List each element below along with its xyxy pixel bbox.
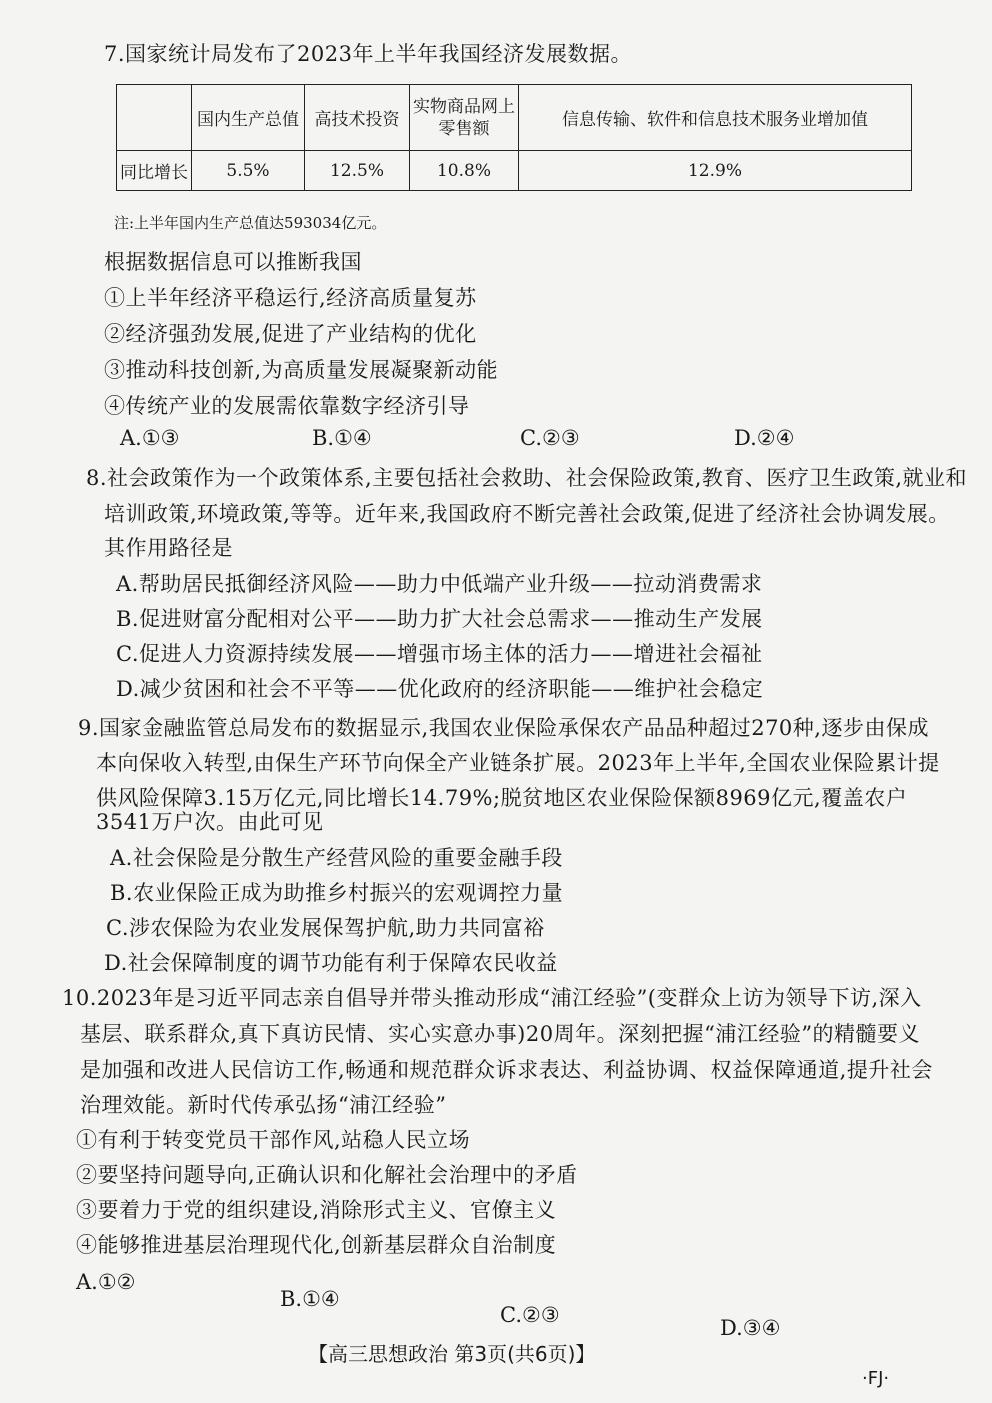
q8-option-d[interactable]: D.减少贫困和社会不平等——优化政府的经济职能——维护社会稳定	[116, 677, 764, 701]
q7-option-d[interactable]: D.②④	[734, 426, 795, 450]
q7-data-table	[116, 84, 912, 191]
table-header-online-retail: 实物商品网上零售额	[410, 85, 519, 151]
q9-option-a[interactable]: A.社会保险是分散生产经营风险的重要金融手段	[110, 846, 563, 870]
q10-option-a[interactable]: A.①②	[76, 1270, 136, 1294]
q9-stem-line-1: 9.国家金融监管总局发布的数据显示,我国农业保险承保农产品品种超过270种,逐步由保成	[78, 716, 929, 740]
q9-option-c[interactable]: C.涉农保险为农业发展保驾护航,助力共同富裕	[106, 916, 545, 940]
q8-option-a[interactable]: A.帮助居民抵御经济风险——助力中低端产业升级——拉动消费需求	[116, 572, 763, 596]
q10-stem-line-3: 是加强和改进人民信访工作,畅通和规范群众诉求表达、利益协调、权益保障通道,提升社会	[80, 1058, 933, 1082]
q10-stem-line-1: 10.2023年是习近平同志亲自倡导并带头推动形成“浦江经验”(变群众上访为领导下访,深入	[62, 986, 922, 1010]
q10-item-2: ②要坚持问题导向,正确认识和化解社会治理中的矛盾	[76, 1163, 578, 1187]
q9-stem-line-3: 供风险保障3.15万亿元,同比增长14.79%;脱贫地区农业保险保额8969亿元,覆盖农户	[96, 786, 908, 810]
q8-stem-line-1: 8.社会政策作为一个政策体系,主要包括社会救助、社会保险政策,教育、医疗卫生政策,就业和	[86, 466, 968, 490]
corner-mark: ·FJ·	[862, 1368, 890, 1389]
q7-item-4: ④传统产业的发展需依靠数字经济引导	[104, 394, 470, 418]
q10-option-c[interactable]: C.②③	[500, 1303, 560, 1327]
q10-stem-line-4: 治理效能。新时代传承弘扬“浦江经验”	[80, 1093, 447, 1117]
table-corner-cell	[117, 85, 192, 151]
table-header-hightech: 高技术投资	[305, 85, 410, 151]
q10-option-b[interactable]: B.①④	[280, 1287, 340, 1311]
q10-item-1: ①有利于转变党员干部作风,站稳人民立场	[76, 1128, 471, 1152]
table-header-gdp: 国内生产总值	[192, 85, 305, 151]
q8-option-b[interactable]: B.促进财富分配相对公平——助力扩大社会总需求——推动生产发展	[116, 607, 763, 631]
q10-option-d[interactable]: D.③④	[720, 1316, 781, 1340]
page-footer: 【高三思想政治 第3页(共6页)】	[308, 1342, 596, 1366]
q7-option-c[interactable]: C.②③	[520, 426, 580, 450]
q9-stem-line-4: 3541万户次。由此可见	[96, 810, 324, 834]
q7-item-2: ②经济强劲发展,促进了产业结构的优化	[104, 322, 477, 346]
q9-stem-line-2: 本向保收入转型,由保生产环节向保全产业链条扩展。2023年上半年,全国农业保险累计提	[96, 751, 940, 775]
q7-stem: 7.国家统计局发布了2023年上半年我国经济发展数据。	[104, 42, 632, 66]
q7-item-3: ③推动科技创新,为高质量发展凝聚新动能	[104, 358, 499, 382]
q7-item-1: ①上半年经济平稳运行,经济高质量复苏	[104, 286, 477, 310]
q7-option-b[interactable]: B.①④	[312, 426, 372, 450]
table-value-it-services: 12.9%	[519, 151, 912, 191]
table-value-gdp: 5.5%	[192, 151, 305, 191]
q10-item-4: ④能够推进基层治理现代化,创新基层群众自治制度	[76, 1233, 557, 1257]
q8-option-c[interactable]: C.促进人力资源持续发展——增强市场主体的活力——增进社会福祉	[116, 642, 763, 666]
q8-stem-line-3: 其作用路径是	[104, 536, 233, 560]
q8-stem-line-2: 培训政策,环境政策,等等。近年来,我国政府不断完善社会政策,促进了经济社会协调发展。	[104, 502, 950, 526]
q7-option-a[interactable]: A.①③	[120, 426, 180, 450]
table-value-online-retail: 10.8%	[410, 151, 519, 191]
q9-option-b[interactable]: B.农业保险正成为助推乡村振兴的宏观调控力量	[110, 881, 564, 905]
table-row-label: 同比增长	[117, 151, 192, 191]
q10-stem-line-2: 基层、联系群众,真下真访民情、实心实意办事)20周年。深刻把握“浦江经验”的精髓要义	[80, 1022, 921, 1046]
q7-note: 注:上半年国内生产总值达593034亿元。	[114, 214, 387, 232]
q9-option-d[interactable]: D.社会保障制度的调节功能有利于保障农民收益	[104, 951, 558, 975]
q10-item-3: ③要着力于党的组织建设,消除形式主义、官僚主义	[76, 1198, 557, 1222]
q7-lead: 根据数据信息可以推断我国	[104, 250, 362, 274]
table-header-it-services: 信息传输、软件和信息技术服务业增加值	[519, 85, 912, 151]
table-value-hightech: 12.5%	[305, 151, 410, 191]
